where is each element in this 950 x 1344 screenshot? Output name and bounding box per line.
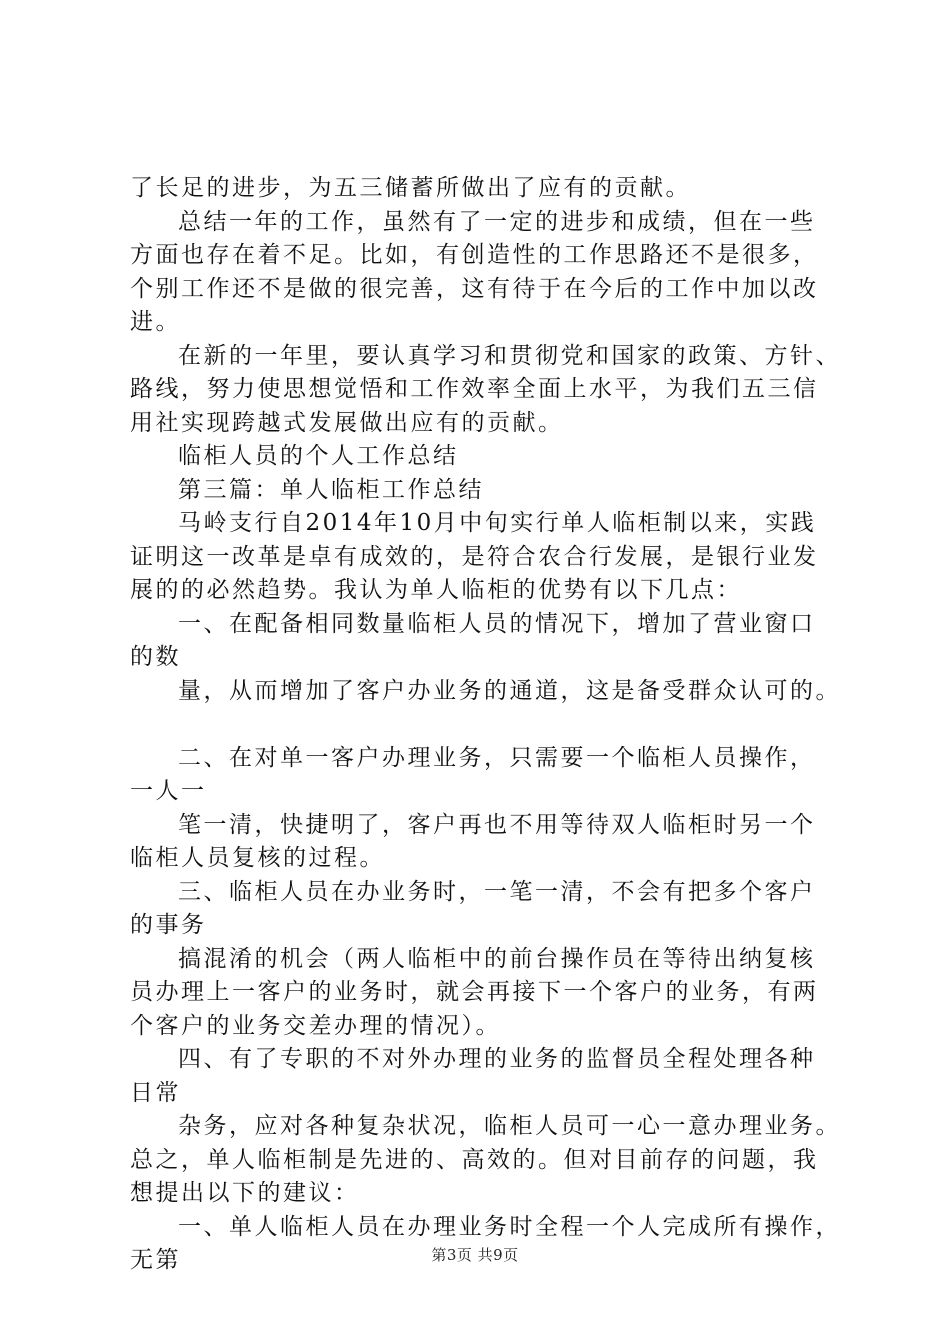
text-line: 杂务，应对各种复杂状况，临柜人员可一心一意办理业务。: [178, 1113, 841, 1139]
text-line: 量，从而增加了客户办业务的通道，这是备受群众认可的。: [178, 677, 841, 704]
text-line: 个客户的业务交差办理的情况）。: [130, 1012, 501, 1039]
text-line: 个别工作还不是做的很完善，这有待于在今后的工作中加以改: [130, 275, 819, 302]
text-line: 一、单人临柜人员在办理业务时全程一个人完成所有操作，: [178, 1213, 841, 1240]
section-heading: 第三篇：单人临柜工作总结: [178, 476, 484, 503]
text-line: 了长足的进步，为五三储蓄所做出了应有的贡献。: [130, 175, 691, 201]
text-line: 无第: [130, 1247, 181, 1273]
text-line: 的事务: [130, 912, 207, 938]
text-line: 日常: [130, 1079, 181, 1106]
text-line: 总结一年的工作，虽然有了一定的进步和成绩，但在一些: [178, 208, 816, 235]
text-line: 四、有了专职的不对外办理的业务的监督员全程处理各种: [178, 1046, 816, 1072]
text-line: 展的的必然趋势。我认为单人临柜的优势有以下几点：: [130, 577, 742, 603]
text-line: 路线，努力使思想觉悟和工作效率全面上水平，为我们五三信: [130, 376, 819, 402]
text-line: 进。: [130, 309, 181, 335]
text-line: 马岭支行自2014年10月中旬实行单人临柜制以来，实践: [178, 510, 817, 536]
document-body: [130, 172, 860, 1278]
text-line: 一、在配备相同数量临柜人员的情况下，增加了营业窗口: [178, 610, 816, 637]
text-line: 方面也存在着不足。比如，有创造性的工作思路还不是很多，: [130, 242, 819, 268]
blank-line: [130, 708, 860, 742]
page-footer: 第3页 共9页: [431, 1246, 519, 1264]
text-line: 搞混淆的机会（两人临柜中的前台操作员在等待出纳复核: [178, 945, 816, 972]
text-line: 总之，单人临柜制是先进的、高效的。但对目前存的问题，我: [130, 1146, 819, 1173]
text-line: 证明这一改革是卓有成效的，是符合农合行发展，是银行业发: [130, 543, 819, 570]
text-line: 想提出以下的建议：: [130, 1180, 360, 1206]
text-line: 的数: [130, 644, 181, 670]
text-line: 笔一清，快捷明了，客户再也不用等待双人临柜时另一个: [178, 811, 816, 838]
text-line: 一人一: [130, 778, 207, 804]
text-line: 三、临柜人员在办业务时，一笔一清，不会有把多个客户: [178, 878, 816, 905]
text-line: 在新的一年里，要认真学习和贯彻党和国家的政策、方针、: [178, 342, 841, 369]
text-line: 员办理上一客户的业务时，就会再接下一个客户的业务，有两: [130, 979, 819, 1005]
text-line: 用社实现跨越式发展做出应有的贡献。: [130, 409, 564, 436]
text-line: 二、在对单一客户办理业务，只需要一个临柜人员操作，: [178, 744, 816, 771]
section-heading: 临柜人员的个人工作总结: [178, 443, 459, 469]
text-line: 临柜人员复核的过程。: [130, 845, 385, 871]
